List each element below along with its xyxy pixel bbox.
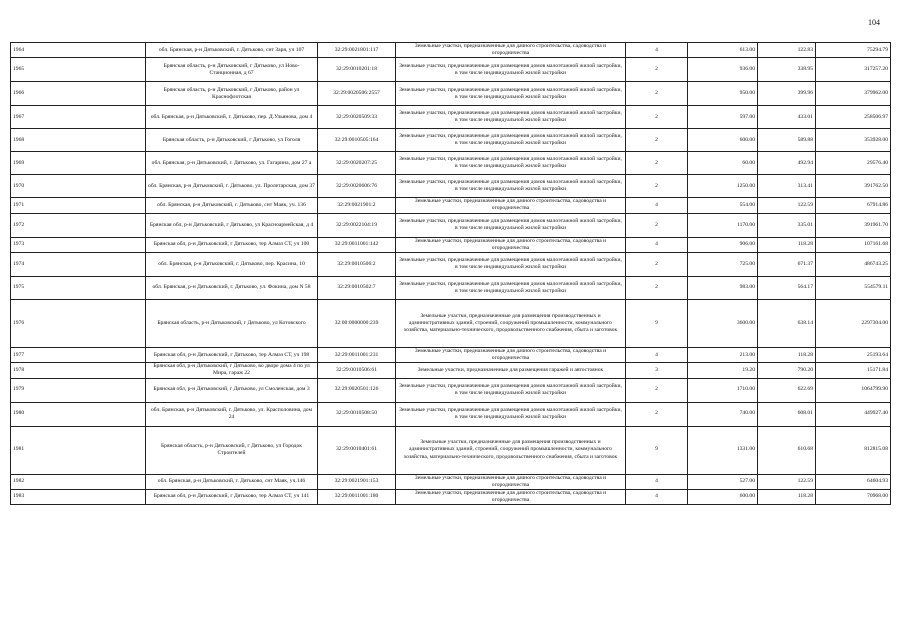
cadastral-number-cell: 32:29:0020501:126: [318, 378, 396, 402]
specific-value-cell: 122.59: [758, 474, 816, 489]
area-cell: 597.00: [688, 106, 758, 129]
address-cell: Брянская обл, р-н Дятьковский, г Дятьково, во дворе дома 4 по ул Мира, гараж 22: [146, 363, 318, 378]
address-cell: обл. Брянская, р-н Дятьковский, г. Дятьково, ул. Пролетарская, дом 37: [146, 175, 318, 198]
address-cell: обл. Брянская, р-н Дятьковский, г. Дятьково, пер. Д.Ульянова, дом 4: [146, 106, 318, 129]
land-use-cell: Земельные участки, предназначенные для размещения домов малоэтажной жилой застройки, в том числе индивидуальной жилой застройки: [396, 129, 626, 152]
table-row: [11, 58, 891, 82]
specific-value-cell: 118.28: [758, 489, 816, 504]
use-group-cell: 2: [626, 152, 688, 175]
land-use-cell: Земельные участки, предназначенные для размещения домов малоэтажной жилой застройки, в том числе индивидуальной жилой застройки: [396, 402, 626, 426]
area-cell: 613.00: [688, 43, 758, 58]
cadastral-number-cell: 32:29:0010502:7: [318, 276, 396, 299]
land-use-cell: Земельные участки, предназначенные для размещения домов малоэтажной жилой застройки, в том числе индивидуальной жилой застройки: [396, 276, 626, 299]
area-cell: 725.00: [688, 252, 758, 276]
row-number: 1976: [11, 299, 146, 347]
row-number: 1977: [11, 347, 146, 362]
land-use-cell: Земельные участки, предназначенные для дачного строительства, садоводства и огородничества: [396, 43, 626, 58]
area-cell: 213.00: [688, 347, 758, 362]
table-row: [11, 129, 891, 152]
land-use-cell: Земельные участки, предназначенные для размещения производственных и административных зданий, строений, сооружений промышленности, коммунального хозяйства, материально-технического, продовольственного снабжения, сбыта и заготовок: [396, 426, 626, 474]
area-cell: 950.00: [688, 82, 758, 106]
use-group-cell: 3: [626, 363, 688, 378]
cadastral-number-cell: 32:29:0010508:50: [318, 402, 396, 426]
use-group-cell: 2: [626, 213, 688, 237]
table-row: [11, 378, 891, 402]
cadastral-value-cell: 67914.86: [816, 198, 891, 213]
table-row: [11, 426, 891, 474]
use-group-cell: 4: [626, 237, 688, 252]
land-use-cell: Земельные участки, предназначенные для размещения домов малоэтажной жилой застройки, в том числе индивидуальной жилой застройки: [396, 58, 626, 82]
specific-value-cell: 610.68: [758, 426, 816, 474]
land-use-cell: Земельные участки, предназначенные для дачного строительства, садоводства и огородничества: [396, 347, 626, 362]
cadastral-value-cell: 449927.40: [816, 402, 891, 426]
address-cell: обл. Брянская, р-н Дятьковский, г. Дятьково, снт Маяк, уч.146: [146, 474, 318, 489]
table-row: [11, 82, 891, 106]
land-use-cell: Земельные участки, предназначенные для размещения домов малоэтажной жилой застройки, в том числе индивидуальной жилой застройки: [396, 252, 626, 276]
table-row: [11, 276, 891, 299]
use-group-cell: 2: [626, 82, 688, 106]
table-row: [11, 347, 891, 362]
address-cell: Брянская обл, р-н Дятьковский, г Дятьково, ул Красноармейская, д 4: [146, 213, 318, 237]
use-group-cell: 4: [626, 347, 688, 362]
row-number: 1981: [11, 426, 146, 474]
cadastral-number-cell: 32:29:0010506:2: [318, 252, 396, 276]
cadastral-number-cell: 32:29:0010401:61: [318, 426, 396, 474]
row-number: 1967: [11, 106, 146, 129]
use-group-cell: 2: [626, 175, 688, 198]
cadastral-value-cell: 1064799.90: [816, 378, 891, 402]
table-row: [11, 402, 891, 426]
table-row: [11, 213, 891, 237]
cadastral-number-cell: 32:00:0000000:239: [318, 299, 396, 347]
row-number: 1983: [11, 489, 146, 504]
address-cell: обл. Брянская, р-н Дятьковский, г. Дятьково, снт Заря, уч 107: [146, 43, 318, 58]
cadastral-value-cell: 258506.97: [816, 106, 891, 129]
use-group-cell: 9: [626, 426, 688, 474]
cadastral-number-cell: 32:29:0021801:117: [318, 43, 396, 58]
cadastral-number-cell: 32:29:0021901:2: [318, 198, 396, 213]
specific-value-cell: 122.59: [758, 198, 816, 213]
cadastral-value-cell: 15171.84: [816, 363, 891, 378]
land-use-cell: Земельные участки, предназначенные для дачного строительства, садоводства и огородничества: [396, 198, 626, 213]
specific-value-cell: 335.01: [758, 213, 816, 237]
address-cell: Брянская область, р-н Дятьковский, г Дятьково, ул Гоголя: [146, 129, 318, 152]
area-cell: 1710.00: [688, 378, 758, 402]
area-cell: 936.00: [688, 58, 758, 82]
address-cell: обл. Брянская, р-н Дятьковский, г. Дятьково, ул. Фокина, дом N 58: [146, 276, 318, 299]
use-group-cell: 2: [626, 378, 688, 402]
land-use-cell: Земельные участки, предназначенные для размещения домов малоэтажной жилой застройки, в том числе индивидуальной жилой застройки: [396, 175, 626, 198]
land-use-cell: Земельные участки, предназначенные для дачного строительства, садоводства и огородничества: [396, 474, 626, 489]
address-cell: Брянская область, р-н Дятьковский, г Дятьково, ул Котовского: [146, 299, 318, 347]
area-cell: 1331.00: [688, 426, 758, 474]
use-group-cell: 2: [626, 106, 688, 129]
use-group-cell: 2: [626, 252, 688, 276]
table-row: [11, 152, 891, 175]
area-cell: 600.00: [688, 129, 758, 152]
cadastral-value-cell: 391762.50: [816, 175, 891, 198]
specific-value-cell: 433.01: [758, 106, 816, 129]
land-use-cell: Земельные участки, предназначенные для размещения производственных и административных зданий, строений, сооружений промышленности, коммунального хозяйства, материально-технического, продовольственного снабжения, сбыта и заготовок: [396, 299, 626, 347]
cadastral-number-cell: 32:29:0021901:153: [318, 474, 396, 489]
row-number: 1964: [11, 43, 146, 58]
area-cell: 527.00: [688, 474, 758, 489]
table-row: [11, 363, 891, 378]
cadastral-value-cell: 70968.00: [816, 489, 891, 504]
land-use-cell: Земельные участки, предназначенные для размещения домов малоэтажной жилой застройки, в том числе индивидуальной жилой застройки: [396, 82, 626, 106]
use-group-cell: 4: [626, 489, 688, 504]
area-cell: 1170.00: [688, 213, 758, 237]
table-row: [11, 489, 891, 504]
specific-value-cell: 118.28: [758, 237, 816, 252]
address-cell: Брянская область, р-н Дятьковский, г Дятьково, ул Городок Строителей: [146, 426, 318, 474]
cadastral-number-cell: 32:29:0020606:76: [318, 175, 396, 198]
address-cell: Брянская область, р-н Дятьковский, г Дятьково, ул Ново-Станционная, д 67: [146, 58, 318, 82]
land-use-cell: Земельные участки, предназначенные для размещения домов малоэтажной жилой застройки, в том числе индивидуальной жилой застройки: [396, 378, 626, 402]
specific-value-cell: 671.37: [758, 252, 816, 276]
cadastral-value-table: [10, 42, 891, 505]
use-group-cell: 2: [626, 58, 688, 82]
area-cell: 3600.00: [688, 299, 758, 347]
cadastral-number-cell: 32:29:0010505:164: [318, 129, 396, 152]
cadastral-number-cell: 32:29:0022104:19: [318, 213, 396, 237]
cadastral-number-cell: 32:29:0011001:180: [318, 489, 396, 504]
row-number: 1968: [11, 129, 146, 152]
use-group-cell: 2: [626, 129, 688, 152]
use-group-cell: 2: [626, 402, 688, 426]
use-group-cell: 4: [626, 43, 688, 58]
specific-value-cell: 313.41: [758, 175, 816, 198]
area-cell: 60.00: [688, 152, 758, 175]
cadastral-value-cell: 353928.00: [816, 129, 891, 152]
specific-value-cell: 492.94: [758, 152, 816, 175]
cadastral-value-cell: 317257.20: [816, 58, 891, 82]
row-number: 1979: [11, 378, 146, 402]
land-use-cell: Земельные участки, предназначенные для размещения гаражей и автостоянок: [396, 363, 626, 378]
row-number: 1965: [11, 58, 146, 82]
table-row: [11, 299, 891, 347]
cadastral-number-cell: 32:29:0020509:33: [318, 106, 396, 129]
specific-value-cell: 338.95: [758, 58, 816, 82]
row-number: 1969: [11, 152, 146, 175]
area-cell: 1250.00: [688, 175, 758, 198]
row-number: 1980: [11, 402, 146, 426]
address-cell: обл. Брянская, р-н Дятьковский, г. Дятьково, ул. Гагарина, дом 27 а: [146, 152, 318, 175]
table-row: [11, 237, 891, 252]
page-number: 104: [868, 18, 880, 27]
row-number: 1978: [11, 363, 146, 378]
use-group-cell: 4: [626, 198, 688, 213]
specific-value-cell: 638.14: [758, 299, 816, 347]
cadastral-number-cell: 32:29:0011001:142: [318, 237, 396, 252]
cadastral-value-cell: 391961.70: [816, 213, 891, 237]
area-cell: 19.20: [688, 363, 758, 378]
area-cell: 983.00: [688, 276, 758, 299]
row-number: 1974: [11, 252, 146, 276]
row-number: 1973: [11, 237, 146, 252]
table-row: [11, 252, 891, 276]
table-row: [11, 43, 891, 58]
table-row: [11, 106, 891, 129]
address-cell: Брянская обл, р-н Дятьковский, г Дятьково, тер Алмаз СТ, уч 198: [146, 347, 318, 362]
specific-value-cell: 564.17: [758, 276, 816, 299]
table-row: [11, 175, 891, 198]
land-use-cell: Земельные участки, предназначенные для дачного строительства, садоводства и огородничества: [396, 237, 626, 252]
cadastral-value-cell: 2297304.00: [816, 299, 891, 347]
cadastral-value-cell: 486743.25: [816, 252, 891, 276]
cadastral-value-cell: 379962.00: [816, 82, 891, 106]
land-use-cell: Земельные участки, предназначенные для размещения домов малоэтажной жилой застройки, в том числе индивидуальной жилой застройки: [396, 152, 626, 175]
area-cell: 600.00: [688, 489, 758, 504]
cadastral-value-cell: 75294.79: [816, 43, 891, 58]
cadastral-number-cell: 32:29:0020207:25: [318, 152, 396, 175]
land-use-cell: Земельные участки, предназначенные для размещения домов малоэтажной жилой застройки, в том числе индивидуальной жилой застройки: [396, 213, 626, 237]
row-number: 1966: [11, 82, 146, 106]
table-row: [11, 198, 891, 213]
address-cell: Брянская область, р-н Дятьковский, г Дятьково, район ул Краснофлотская: [146, 82, 318, 106]
address-cell: обл. Брянская, р-н Дятьковский, г. Дятьково, ул. Красполовина, дом 24: [146, 402, 318, 426]
cadastral-value-cell: 107161.68: [816, 237, 891, 252]
area-cell: 740.00: [688, 402, 758, 426]
area-cell: 906.00: [688, 237, 758, 252]
cadastral-number-cell: 32:29:0010506:61: [318, 363, 396, 378]
address-cell: обл. Брянская, р-н Дятьковский, г. Дятьково, снт Маяк, уч. 136: [146, 198, 318, 213]
land-use-cell: Земельные участки, предназначенные для дачного строительства, садоводства и огородничества: [396, 489, 626, 504]
cadastral-number-cell: 32:29:0011001:231: [318, 347, 396, 362]
cadastral-value-cell: 64604.93: [816, 474, 891, 489]
cadastral-value-cell: 29576.40: [816, 152, 891, 175]
table-row: [11, 474, 891, 489]
cadastral-value-cell: 812815.08: [816, 426, 891, 474]
cadastral-value-cell: 554579.11: [816, 276, 891, 299]
area-cell: 554.00: [688, 198, 758, 213]
specific-value-cell: 622.69: [758, 378, 816, 402]
specific-value-cell: 399.96: [758, 82, 816, 106]
address-cell: Брянская обл, р-н Дятьковский, г Дятьково, ул Смоленская, дом 3: [146, 378, 318, 402]
row-number: 1970: [11, 175, 146, 198]
address-cell: обл. Брянская, р-н Дятьковский, г. Дятьково, пер. Красина, 10: [146, 252, 318, 276]
address-cell: Брянская обл, р-н Дятьковский, г Дятьково, тер Алмаз СТ, уч 100: [146, 237, 318, 252]
row-number: 1975: [11, 276, 146, 299]
use-group-cell: 9: [626, 299, 688, 347]
cadastral-number-cell: 32:29:0010201:18: [318, 58, 396, 82]
specific-value-cell: 122.83: [758, 43, 816, 58]
row-number: 1972: [11, 213, 146, 237]
address-cell: Брянская обл, р-н Дятьковский, г Дятьково, тер Алмаз СТ, уч 141: [146, 489, 318, 504]
land-use-cell: Земельные участки, предназначенные для размещения домов малоэтажной жилой застройки, в том числе индивидуальной жилой застройки: [396, 106, 626, 129]
specific-value-cell: 118.28: [758, 347, 816, 362]
specific-value-cell: 790.20: [758, 363, 816, 378]
row-number: 1982: [11, 474, 146, 489]
use-group-cell: 2: [626, 276, 688, 299]
row-number: 1971: [11, 198, 146, 213]
cadastral-value-cell: 25193.64: [816, 347, 891, 362]
cadastral-number-cell: 32:29:0020506:2557: [318, 82, 396, 106]
specific-value-cell: 589.88: [758, 129, 816, 152]
use-group-cell: 4: [626, 474, 688, 489]
specific-value-cell: 608.01: [758, 402, 816, 426]
